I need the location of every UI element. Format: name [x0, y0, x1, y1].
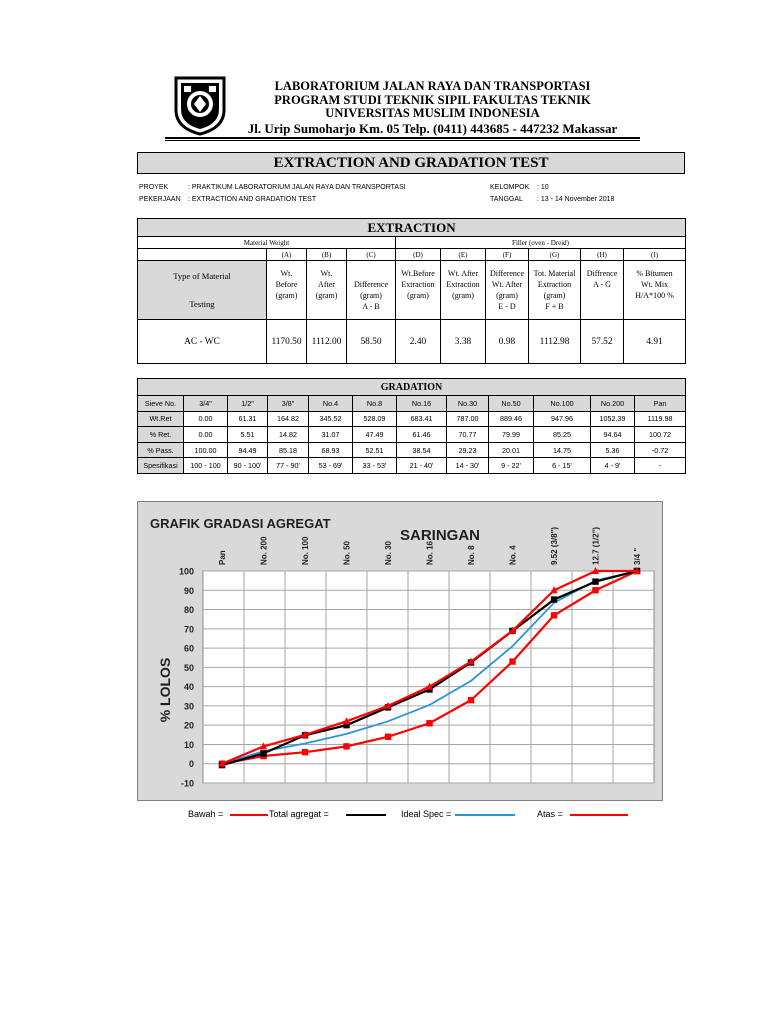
col-i-line: Wt. Mix	[640, 280, 669, 289]
gradation-table	[137, 378, 686, 474]
letter-b: (B)	[307, 249, 347, 261]
y-tick-label: 40	[183, 682, 194, 693]
col-e-header	[441, 261, 486, 320]
table-cell: 100.72	[635, 427, 686, 443]
data-point	[260, 750, 266, 756]
data-point	[592, 578, 598, 584]
table-cell: 0.00	[184, 427, 228, 443]
y-tick-label: 10	[183, 739, 194, 750]
table-cell: 47.49	[353, 427, 397, 443]
col-c-line: Difference	[353, 280, 389, 289]
col-b-header	[307, 261, 347, 320]
col-g-line: (gram)	[543, 291, 566, 300]
type-of-material-label: Type of Material	[173, 271, 231, 281]
plot-area	[179, 527, 654, 789]
data-point	[426, 720, 432, 726]
type-testing-cell	[138, 261, 267, 320]
sieve-column-header: No.30	[447, 396, 489, 412]
letter-h: (H)	[581, 249, 624, 261]
col-f-header	[486, 261, 529, 320]
col-g-line: F + B	[545, 302, 564, 311]
table-cell: 947.96	[534, 411, 591, 427]
extraction-title: EXTRACTION	[138, 219, 686, 237]
x-tick-label: Pan	[218, 550, 227, 565]
x-tick-label: 12.7 (1/2")	[591, 526, 601, 565]
data-point	[385, 734, 391, 740]
row-label: % Pass.	[138, 442, 184, 458]
value-b: 1112.00	[307, 320, 347, 364]
sieve-column-header: 1/2"	[228, 396, 268, 412]
y-axis-title: % LOLOS	[157, 657, 173, 723]
pekerjaan-value: : EXTRACTION AND GRADATION TEST	[188, 196, 317, 203]
row-label: Wt.Ret	[138, 411, 184, 427]
table-cell: 31.07	[309, 427, 353, 443]
y-tick-label: 20	[183, 720, 194, 731]
legend-ideal-label: Ideal Spec =	[401, 809, 452, 819]
table-cell: 4 - 9'	[591, 458, 635, 474]
col-f-line: Wt. After	[491, 280, 523, 289]
legend-atas-label: Atas =	[537, 809, 563, 819]
material-cell: AC - WC	[138, 320, 267, 364]
col-g-header	[529, 261, 581, 320]
sieve-column-header: No.100	[534, 396, 591, 412]
letter-g: (G)	[529, 249, 581, 261]
y-tick-label: 80	[183, 605, 194, 616]
data-point	[468, 697, 474, 703]
col-e-line: (gram)	[452, 291, 474, 300]
letter-c: (C)	[347, 249, 396, 261]
legend-ideal-swatch	[455, 814, 515, 816]
table-cell: 33 - 53'	[353, 458, 397, 474]
x-tick-label: No. 50	[342, 540, 352, 565]
table-cell: 1052.39	[591, 411, 635, 427]
chart-title: GRAFIK GRADASI AGREGAT	[150, 516, 331, 531]
y-tick-label: 90	[183, 585, 194, 596]
col-b-line: (gram)	[315, 291, 338, 300]
col-h-line: Diffrence	[586, 269, 618, 278]
value-i: 4.91	[624, 320, 686, 364]
col-b-line: After	[318, 280, 335, 289]
col-h-header	[581, 261, 624, 320]
value-d: 2.40	[396, 320, 441, 364]
y-tick-label: 70	[183, 624, 194, 635]
letter-e: (E)	[441, 249, 486, 261]
col-i-line: % Bitumen	[636, 269, 673, 278]
gradation-title: GRADATION	[138, 379, 686, 396]
sieve-column-header: 3/4"	[184, 396, 228, 412]
y-tick-label: -10	[180, 778, 194, 789]
letterhead	[235, 80, 630, 136]
x-tick-label: No. 16	[425, 540, 435, 565]
chart-canvas	[138, 502, 664, 802]
col-c-header	[347, 261, 396, 320]
table-cell: 85.18	[268, 442, 309, 458]
page-title: EXTRACTION AND GRADATION TEST	[137, 152, 685, 174]
value-h: 57.52	[581, 320, 624, 364]
x-tick-label: No. 30	[384, 540, 393, 565]
table-cell: 79.99	[489, 427, 534, 443]
table-cell: 6 - 15'	[534, 458, 591, 474]
sieve-column-header: No.8	[353, 396, 397, 412]
table-cell: 94.64	[591, 427, 635, 443]
x-tick-label: 3/4 "	[633, 547, 642, 565]
y-tick-label: 30	[183, 701, 194, 712]
table-cell: 14.82	[268, 427, 309, 443]
data-point	[592, 587, 598, 593]
table-cell: 100.00	[184, 442, 228, 458]
table-cell: 787.00	[447, 411, 489, 427]
letter-a: (A)	[267, 249, 307, 261]
table-cell: 0.00	[184, 411, 228, 427]
pekerjaan-label: PEKERJAAN	[139, 196, 181, 203]
address: Jl. Urip Sumoharjo Km. 05 Telp. (0411) 443685 - 447232 Makassar	[247, 120, 618, 136]
program-name: PROGRAM STUDI TEKNIK SIPIL FAKULTAS TEKNIK	[274, 92, 591, 107]
table-cell: 21 - 40'	[397, 458, 447, 474]
data-point	[302, 749, 308, 755]
col-d-line: Extraction	[401, 280, 435, 289]
tanggal-value: : 13 - 14 November 2018	[537, 196, 615, 203]
value-c: 58.50	[347, 320, 396, 364]
col-e-line: Extraction	[446, 280, 480, 289]
table-cell: 68.93	[309, 442, 353, 458]
table-cell: 90 - 100'	[228, 458, 268, 474]
value-e: 3.38	[441, 320, 486, 364]
tanggal-label: TANGGAL	[490, 196, 523, 203]
row-label: % Ret.	[138, 427, 184, 443]
col-a-header	[267, 261, 307, 320]
col-d-header	[396, 261, 441, 320]
x-axis-title: SARINGAN	[400, 527, 481, 544]
sieve-column-header: No.4	[309, 396, 353, 412]
sieve-column-header: No.50	[489, 396, 534, 412]
legend-bawah-label: Bawah =	[188, 809, 224, 819]
table-cell: 77 - 90'	[268, 458, 309, 474]
legend-total-label: Total agregat =	[269, 809, 329, 819]
university-seal-icon	[170, 74, 230, 136]
material-weight-header: Material Weight	[138, 237, 396, 249]
data-point	[551, 612, 557, 618]
col-f-line: (gram)	[496, 291, 518, 300]
value-f: 0.98	[486, 320, 529, 364]
y-tick-label: 60	[183, 643, 194, 654]
col-g-line: Tot. Material	[533, 269, 576, 278]
value-a: 1170.50	[267, 320, 307, 364]
col-i-line: H/A*100 %	[635, 291, 674, 300]
letter-i: (I)	[624, 249, 686, 261]
data-point	[343, 743, 349, 749]
filler-header: Filler (oven - Dreid)	[396, 237, 686, 249]
value-g: 1112.98	[529, 320, 581, 364]
col-d-line: Wt.Before	[401, 269, 435, 278]
col-f-line: Difference	[489, 269, 525, 278]
col-c-line: A - B	[362, 302, 380, 311]
sieve-column-header: Pan	[635, 396, 686, 412]
table-cell: 528.09	[353, 411, 397, 427]
kelompok-label: KELOMPOK	[490, 184, 530, 191]
sieve-column-header: No.200	[591, 396, 635, 412]
x-tick-label: No. 100	[301, 536, 310, 565]
col-a-line: Before	[275, 280, 298, 289]
table-cell: 20.01	[489, 442, 534, 458]
table-cell: 1119.98	[635, 411, 686, 427]
table-cell: 164.82	[268, 411, 309, 427]
blank-cell	[138, 249, 267, 261]
y-tick-label: 100	[178, 566, 194, 577]
col-a-line: Wt.	[280, 269, 293, 278]
table-cell: -	[635, 458, 686, 474]
col-a-line: (gram)	[275, 291, 298, 300]
letter-f: (F)	[486, 249, 529, 261]
table-cell: 61.46	[397, 427, 447, 443]
header-divider	[165, 137, 640, 141]
proyek-label: PROYEK	[139, 184, 169, 191]
table-cell: 52.51	[353, 442, 397, 458]
table-cell: 61.31	[228, 411, 268, 427]
table-cell: 29.23	[447, 442, 489, 458]
row-label: Spesifikasi	[138, 458, 184, 474]
col-i-header	[624, 261, 686, 320]
lab-name: LABORATORIUM JALAN RAYA DAN TRANSPORTASI	[274, 79, 591, 93]
kelompok-value: : 10	[537, 184, 549, 191]
x-tick-label: No. 200	[259, 536, 269, 565]
table-cell: 14 - 30'	[447, 458, 489, 474]
data-point	[509, 658, 515, 664]
sieve-column-header: 3/8"	[268, 396, 309, 412]
testing-label: Testing	[189, 299, 215, 309]
x-tick-label: 9.52 (3/8")	[550, 526, 559, 565]
sieve-column-header: No.16	[397, 396, 447, 412]
legend-atas-swatch	[570, 814, 628, 816]
proyek-value: : PRAKTIKUM LABORATORIUM JALAN RAYA DAN TRANSPORTASI	[188, 184, 406, 191]
table-cell: 683.41	[397, 411, 447, 427]
table-cell: 70.77	[447, 427, 489, 443]
table-cell: 85.25	[534, 427, 591, 443]
table-cell: 53 - 69'	[309, 458, 353, 474]
legend-bawah-swatch	[230, 814, 268, 816]
x-tick-label: No. 8	[467, 545, 476, 565]
col-c-line: (gram)	[360, 291, 382, 300]
letter-d: (D)	[396, 249, 441, 261]
table-cell: 9 - 22'	[489, 458, 534, 474]
table-cell: 5.51	[228, 427, 268, 443]
university-name: UNIVERSITAS MUSLIM INDONESIA	[325, 106, 540, 120]
y-tick-label: 50	[183, 662, 194, 673]
gradation-chart	[137, 501, 663, 801]
table-cell: 889.46	[489, 411, 534, 427]
col-h-line: A - G	[593, 280, 611, 289]
table-cell: 94.49	[228, 442, 268, 458]
col-b-line: Wt.	[320, 269, 333, 278]
table-cell: 38.54	[397, 442, 447, 458]
col-f-line: E - D	[498, 302, 516, 311]
x-tick-label: No. 4	[508, 545, 518, 565]
col-e-line: Wt. After	[447, 269, 479, 278]
table-cell: 100 - 100	[184, 458, 228, 474]
table-cell: 5.36	[591, 442, 635, 458]
legend-total-swatch	[346, 814, 386, 816]
y-tick-label: 0	[188, 759, 194, 770]
extraction-table	[137, 218, 686, 364]
col-d-line: (gram)	[407, 291, 429, 300]
col-g-line: Extraction	[537, 280, 572, 289]
table-cell: 345.52	[309, 411, 353, 427]
data-point	[551, 596, 557, 602]
sieve-no-header: Sieve No.	[138, 396, 184, 412]
table-cell: -0.72	[635, 442, 686, 458]
table-cell: 14.75	[534, 442, 591, 458]
